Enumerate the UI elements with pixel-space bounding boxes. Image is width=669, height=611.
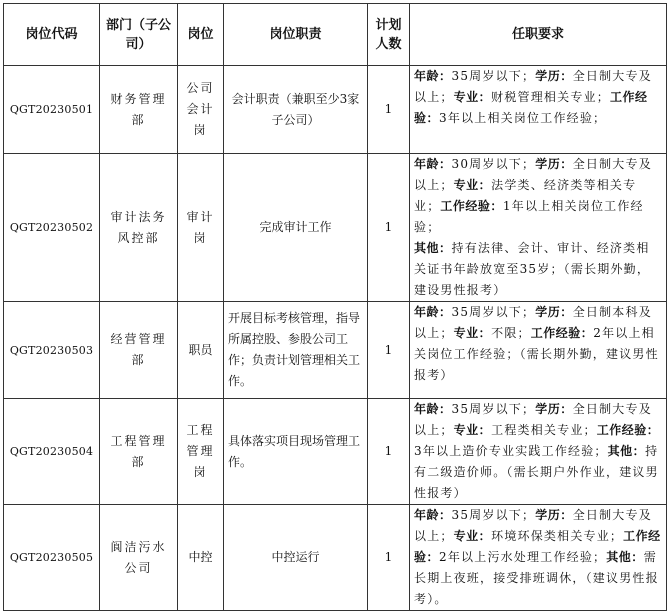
req-label: 专业：	[453, 529, 492, 543]
table-row	[4, 302, 667, 399]
req-label: 专业：	[453, 90, 492, 104]
header-duty: 岗位职责	[224, 4, 368, 66]
table-row	[4, 66, 667, 154]
planned-count: 1	[368, 399, 410, 505]
req-label: 年龄：	[414, 305, 452, 319]
header-row	[4, 4, 667, 66]
req-value: 法学类、经济类等相关专业；	[414, 178, 637, 213]
req-label: 学历：	[535, 157, 573, 171]
req-label: 年龄：	[414, 69, 452, 83]
position-code: QGT20230504	[4, 399, 100, 505]
req-label: 学历：	[535, 508, 573, 522]
req-value: 财税管理相关专业；	[491, 90, 610, 104]
req-label: 工作经验：	[414, 90, 648, 125]
req-label: 专业：	[453, 423, 492, 437]
req-value: 35周岁以下；	[451, 508, 536, 522]
requirements	[410, 505, 667, 611]
position-code: QGT20230502	[4, 154, 100, 302]
req-value: 2年以上污水处理工作经验；	[439, 550, 607, 564]
req-value: 35周岁以下；	[451, 402, 536, 416]
duty: 完成审计工作	[224, 154, 368, 302]
position-code: QGT20230503	[4, 302, 100, 399]
requirements	[410, 302, 667, 399]
table-row	[4, 505, 667, 611]
req-value: 3年以上相关岗位工作经验；	[439, 111, 607, 125]
duty: 会计职责（兼职至少3家子公司）	[224, 66, 368, 154]
req-label: 其他：	[414, 241, 452, 255]
req-label: 工作经验：	[440, 199, 503, 213]
req-value: 3年以上造价专业实践工作经验；	[414, 444, 608, 458]
req-value: 1年以上相关岗位工作经验；	[414, 199, 644, 234]
req-label: 其他：	[607, 444, 646, 458]
department: 阆洁污水公司	[100, 505, 178, 611]
req-value: 全日制大专及以上；	[414, 508, 652, 543]
req-value: 35周岁以下；	[451, 305, 536, 319]
department: 财务管理部	[100, 66, 178, 154]
req-label: 工作经验：	[530, 326, 594, 340]
requirements	[410, 154, 667, 302]
req-value: 全日制大专及以上；	[414, 157, 652, 192]
recruitment-table	[3, 3, 667, 611]
position-code: QGT20230501	[4, 66, 100, 154]
req-label: 专业：	[453, 178, 492, 192]
header-position: 岗位	[178, 4, 224, 66]
department: 工程管理部	[100, 399, 178, 505]
req-value: 工程类相关专业；	[491, 423, 597, 437]
req-label: 年龄：	[414, 402, 452, 416]
position-name: 工程管理岗	[178, 399, 224, 505]
planned-count: 1	[368, 302, 410, 399]
department: 经营管理部	[100, 302, 178, 399]
header-code: 岗位代码	[4, 4, 100, 66]
req-value: 需长期上夜班，接受排班调休，（建议男性报考）。	[414, 550, 659, 606]
req-value: 30周岁以下；	[451, 157, 536, 171]
duty: 开展目标考核管理，指导所属控股、参股公司工作；负责计划管理相关工作。	[224, 302, 368, 399]
req-value: 持有二级造价师。（需长期户外作业，建议男性报考）	[414, 444, 659, 500]
req-value: 35周岁以下；	[451, 69, 536, 83]
table-row	[4, 399, 667, 505]
req-label: 学历：	[535, 305, 573, 319]
req-label: 学历：	[535, 402, 573, 416]
req-value: 全日制大专及以上；	[414, 402, 652, 437]
planned-count: 1	[368, 154, 410, 302]
req-label: 年龄：	[414, 157, 452, 171]
header-dept: 部门（子公司）	[100, 4, 178, 66]
position-code: QGT20230505	[4, 505, 100, 611]
requirements	[410, 66, 667, 154]
planned-count: 1	[368, 66, 410, 154]
position-name: 职员	[178, 302, 224, 399]
table-row	[4, 154, 667, 302]
planned-count: 1	[368, 505, 410, 611]
position-name: 公司会计岗	[178, 66, 224, 154]
requirements	[410, 399, 667, 505]
position-name: 中控	[178, 505, 224, 611]
duty: 具体落实项目现场管理工作。	[224, 399, 368, 505]
duty: 中控运行	[224, 505, 368, 611]
req-value: 全日制大专及以上；	[414, 69, 652, 104]
req-label: 工作经验：	[596, 423, 660, 437]
req-value: 2年以上相关岗位工作经验；（需长期外勤，建议男性报考）	[414, 326, 659, 382]
req-value: 全日制本科及以上；	[414, 305, 652, 340]
req-value: 不限；	[491, 326, 531, 340]
position-name: 审计岗	[178, 154, 224, 302]
department: 审计法务风控部	[100, 154, 178, 302]
req-label: 专业：	[453, 326, 492, 340]
req-label: 其他：	[606, 550, 644, 564]
req-label: 工作经验：	[414, 529, 661, 564]
req-label: 年龄：	[414, 508, 452, 522]
header-requirements: 任职要求	[410, 4, 667, 66]
req-value: 环境环保类相关专业；	[491, 529, 624, 543]
header-count: 计划人数	[368, 4, 410, 66]
req-label: 学历：	[535, 69, 573, 83]
req-value: 持有法律、会计、审计、经济类相关证书年龄放宽至35岁；（需长期外勤，建设男性报考）	[414, 241, 651, 297]
